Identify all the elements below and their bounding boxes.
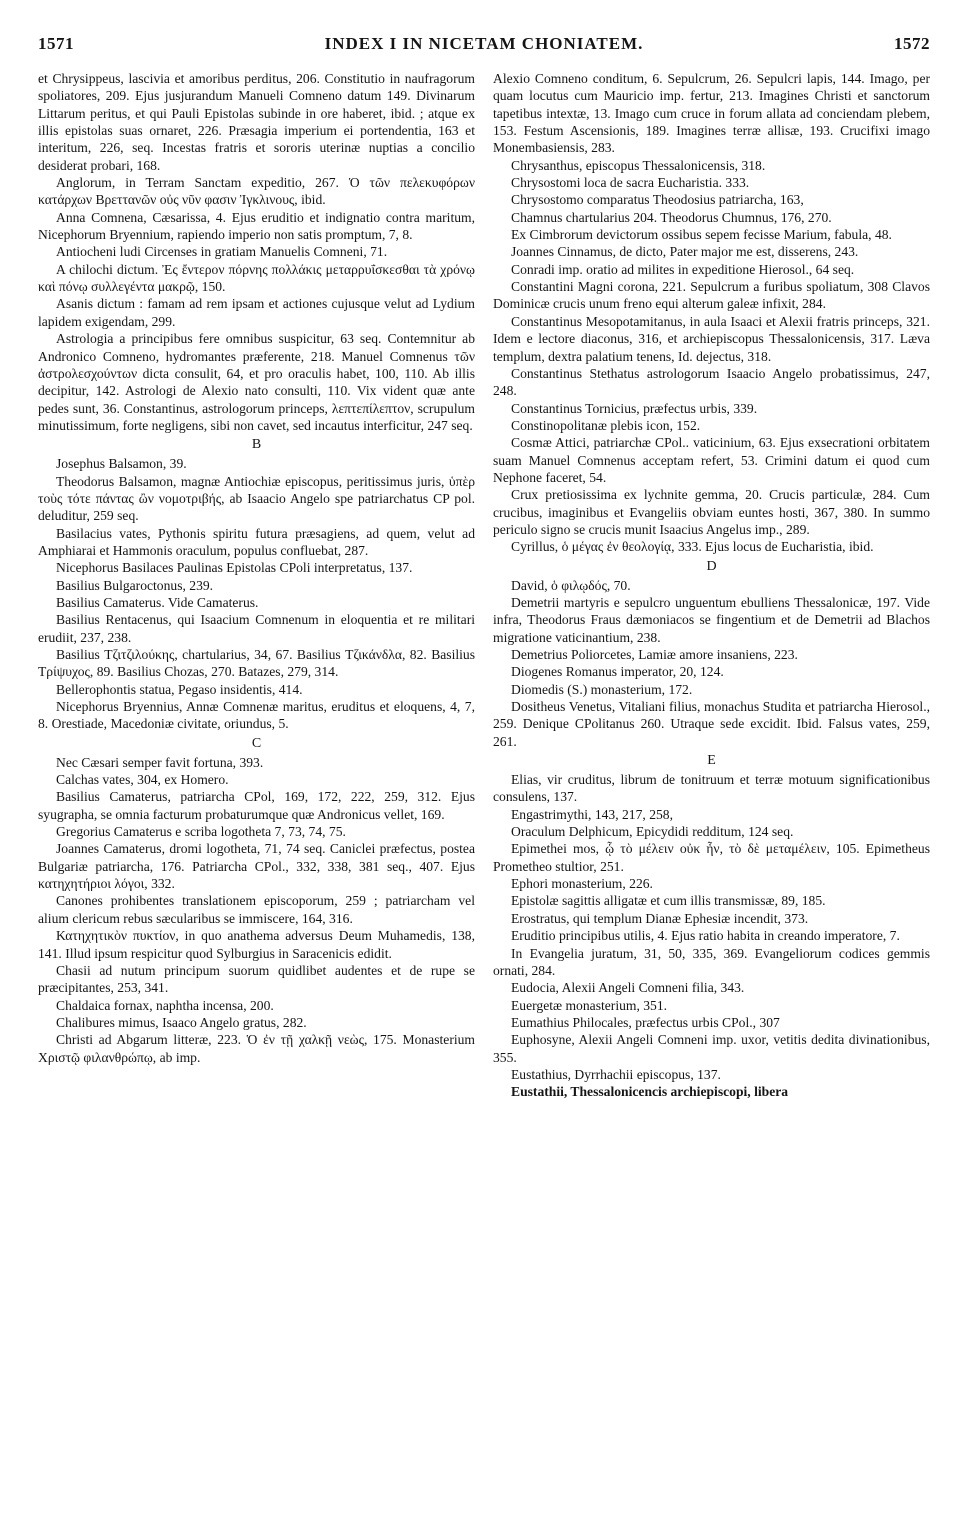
index-entry: Anna Comnena, Cæsarissa, 4. Ejus eruditio et indignatio contra maritum, Nicephorum Bryennium, rapiendo imperio non satis promptum, 7, 8. — [38, 209, 475, 243]
index-entry: Erostratus, qui templum Dianæ Ephesiæ incendit, 373. — [511, 910, 809, 926]
index-entry: Cosmæ Attici, patriarchæ CPol.. vaticinium, 63. Ejus exsecrationi orbitatem suam Manuel Comnenus acceptam refert, 53. Crimini datum ei quod cum Nephone faceret, 54. — [493, 435, 930, 485]
index-entry: Basilius Camaterus. Vide Camaterus. — [56, 594, 259, 610]
index-entry: Eudocia, Alexii Angeli Comneni filia, 343. — [511, 980, 745, 996]
index-entry: Antiocheni ludi Circenses in gratiam Manuelis Comneni, 71. — [56, 244, 388, 260]
index-entry: Eumathius Philocales, præfectus urbis CPol., 307 — [511, 1014, 780, 1030]
left-column — [38, 70, 475, 1101]
index-entry: Crux pretiosissima ex lychnite gemma, 20. Crucis particulæ, 284. Cum crucibus, imaginibus et Evangeliis obviam euntes hosti, 367, 380. In summo periculo signo se crucis munit Isaacius Angelus imp., 289. — [493, 487, 930, 537]
index-entry: Christi ad Abgarum litteræ, 223. Ὁ ἐν τῇ χαλκῇ νεὼς, 175. Monasterium Χριστῷ φιλανθρώπῳ, ab imp. — [38, 1032, 475, 1065]
index-entry: Constinopolitanæ plebis icon, 152. — [511, 417, 701, 433]
index-entry: Chaldaica fornax, naphtha incensa, 200. — [56, 997, 274, 1013]
index-entry: Anglorum, in Terram Sanctam expeditio, 267. Ὁ τῶν πελεκυφόρων κατάρχων Βρεττανῶν οὐς νῦν φασιν Ἰγκλινους, ibid. — [38, 175, 475, 208]
index-entry: Nicephorus Bryennius, Annæ Comnenæ maritus, eruditus et eloquens, 4, 7, 8. Orestiade, Macedoniæ civitate, oriundus, 5. — [38, 699, 475, 732]
index-entry: Constantinus Stethatus astrologorum Isaacio Angelo probatissimus, 247, 248. — [493, 365, 930, 399]
index-entry: Elias, vir cruditus, librum de tonitruum et terræ motuum significationibus consulens, 137. — [493, 772, 930, 805]
index-entry: Cyrillus, ὁ μέγας ἐν θεολογίᾳ, 333. Ejus locus de Eucharistia, ibid. — [511, 539, 874, 555]
index-entry: Euphosyne, Alexii Angeli Comneni imp. uxor, vetitis dedita divinationibus, 355. — [493, 1032, 930, 1065]
index-entry: Ephori monasterium, 226. — [511, 876, 653, 892]
index-entry: Chamnus chartularius 204. Theodorus Chumnus, 176, 270. — [511, 209, 832, 225]
index-entry: Constantinus Tornicius, præfectus urbis, 339. — [511, 400, 758, 416]
index-entry: Demetrii martyris e sepulcro unguentum ebulliens Thessalonicæ, 197. Vide infra, Theodorus Fraus dæmoniacos se fingentium et de Demetrii ad Blachos migratione vaticinantium, 238. — [493, 594, 930, 645]
section-letter: B — [251, 437, 262, 453]
index-entry: In Evangelia juratum, 31, 50, 335, 369. Evangeliorum codices gemmis ornati, 284. — [493, 945, 930, 978]
index-entry: Joannes Cinnamus, de dicto, Pater major me est, disserens, 243. — [511, 244, 859, 260]
index-entry: Basilius Camaterus, patriarcha CPol, 169, 172, 222, 259, 312. Ejus syugrapha, se omnia facturum probaturumque quæ Andronicus vellet, 169. — [38, 789, 475, 822]
index-entry: Engastrimythi, 143, 217, 258, — [511, 806, 673, 822]
index-entry: Chrysostomo comparatus Theodosius patriarcha, 163, — [511, 192, 804, 208]
index-entry: et Chrysippeus, lascivia et amoribus perditus, 206. Constitutio in naufragorum spoliatores, 209. Ejus jusjurandum Manueli Comneno datum 149. Divinarum Littarum peritus, et qui Pauli Epistolas subinde in ore haberet, ibid. ; atque ex illis epistolas suas ornaret, 226. Præsagia imperium ei portendentia, 163 et interitum, 226, seq. Incestas fratris et sororis uterinæ nuptias a concilio desiderat probari, 168. — [38, 71, 475, 173]
index-entry: A chilochi dictum. Ἐς ἔντερον πόρνης πολλάκις μεταρρυΐσκεσθαι τὰ χρόνῳ καὶ πόνῳ συλλεγέντα μακρῷ, 150. — [38, 261, 475, 295]
running-title: INDEX I IN NICETAM CHONIATEM. — [324, 34, 644, 53]
index-entry: Josephus Balsamon, 39. — [56, 456, 187, 472]
index-entry: Demetrius Poliorcetes, Lamiæ amore insaniens, 223. — [511, 647, 798, 662]
index-entry: Joannes Camaterus, dromi logotheta, 71, 74 seq. Caniclei præfectus, postea Bulgariæ patriarcha, 176. Patriarcha CPol., 332, 338, 381 seq., 407. Ejus κατηχητήριοι λόγοι, 332. — [38, 841, 475, 892]
right-column — [493, 70, 930, 1101]
index-entry: Diomedis (S.) monasterium, 172. — [511, 681, 693, 697]
index-entry: Epimethei mos, ᾧ τὸ μέλειν οὐκ ἦν, τὸ δὲ μεταμέλειν, 105. Epimetheus Prometheo stultior, 251. — [493, 841, 930, 874]
page-number-left: 1571 — [38, 34, 74, 53]
index-entry: Diogenes Romanus imperator, 20, 124. — [511, 664, 724, 680]
index-entry: Nicephorus Basilaces Paulinas Epistolas CPoli interpretatus, 137. — [56, 560, 413, 576]
index-entry: Theodorus Balsamon, magnæ Antiochiæ episcopus, peritissimus juris, ὑπὲρ τοὺς τότε πάντας ὢν νομοτριβής, ab Isaacio Angelo spe patriarchatus CP pol. deluditur, 259 seq. — [38, 473, 475, 524]
index-entry: David, ὁ φιλῳδός, 70. — [511, 577, 631, 593]
index-entry: Eruditio principibus utilis, 4. Ejus ratio habita in creando imperatore, 7. — [511, 928, 900, 944]
index-entry: Nec Cæsari semper favit fortuna, 393. — [56, 754, 264, 770]
index-entry: Bellerophontis statua, Pegaso insidentis, 414. — [56, 681, 303, 697]
index-entry: Epistolæ sagittis alligatæ et cum illis transmissæ, 89, 185. — [511, 893, 826, 909]
index-entry: Basilius Rentacenus, qui Isaacium Comnenum in eloquentia et re militari erudiit, 237, 238. — [38, 612, 475, 645]
index-entry: Astrologia a principibus fere omnibus suspicitur, 63 seq. Contemnitur ab Andronico Comneno, hydromantes præferente, 218. Manuel Comnenus τῶν ἀστρολεσχούντων dicta consulit, 64, et pro oraculis habet, 100, 110. Ab illis decipitur, 142. Astrologi de Alexio nato consulti, 110. Vix vident quæ ante pedes sunt, 36. Constantinus, astrologorum princeps, λεπτεπίλεπτον, scrupulum minutissimum, forte negligens, sibi non cavet, sed incautus interficitur, 247 seq. — [38, 331, 475, 433]
index-entry: Constantini Magni corona, 221. Sepulcrum a furibus spoliatum, 308 Clavos Dominicæ crucis unum freno equi alterum galeæ infixit, 284. — [493, 279, 930, 312]
index-entry: Gregorius Camaterus e scriba logotheta 7, 73, 74, 75. — [56, 824, 346, 840]
page-number-right: 1572 — [894, 34, 930, 53]
index-entry: Chrysostomi loca de sacra Eucharistia. 333. — [511, 175, 750, 191]
section-letter: C — [251, 735, 262, 751]
index-entry: Asanis dictum : famam ad rem ipsam et actiones cujusque velut ad Lydium lapidem exigendam, 299. — [38, 296, 475, 329]
section-letter: D — [706, 558, 717, 574]
running-header — [38, 34, 930, 60]
index-entry: Chalibures mimus, Isaaco Angelo gratus, 282. — [56, 1014, 307, 1030]
index-entry: Ex Cimbrorum devictorum ossibus sepem fecisse Marium, fabula, 48. — [511, 227, 892, 243]
index-entry: Eustathii, Thessalonicencis archiepiscopi, libera — [511, 1084, 789, 1100]
index-entry: Κατηχητικὸν πυκτίον, in quo anathema adversus Deum Muhamedis, 138, 141. Illud ipsum respicitur quod Sylburgius in Saracenicis edidit. — [38, 928, 475, 961]
index-entry: Basilius Bulgaroctonus, 239. — [56, 577, 214, 593]
index-entry: Conradi imp. oratio ad milites in expeditione Hierosol., 64 seq. — [511, 261, 855, 277]
index-entry: Alexio Comneno conditum, 6. Sepulcrum, 26. Sepulcri lapis, 144. Imago, per quam locutus cum Mauricio imp. fertur, 213. Imagines Christi et sanctorum tapetibus intextæ, 13. Imago cum cruce in forum allata ad conciendam plebem, 153. Festum Ascensionis, 189. Imagines terræ allisæ, 193. Crucifixi imago Monembasiensis, 283. — [493, 71, 930, 156]
section-letter: E — [707, 753, 716, 769]
index-entry: Basilius Τζιτζιλούκης, chartularius, 34, 67. Basilius Τζικάνδλα, 82. Basilius Τρίψυχος, 89. Basilius Chozas, 270. Batazes, 279, 314. — [38, 647, 475, 680]
index-entry: Basilacius vates, Pythonis spiritu futura præsagiens, ad quem, velut ad Amphiarai et Hammonis oraculum, populus confluebat, 287. — [38, 525, 475, 558]
two-column-body — [38, 70, 930, 1101]
index-entry: Euergetæ monasterium, 351. — [511, 997, 668, 1013]
index-entry: Chrysanthus, episcopus Thessalonicensis, 318. — [511, 157, 766, 173]
index-entry: Calchas vates, 304, ex Homero. — [56, 772, 229, 788]
index-entry: Canones prohibentes translationem episcoporum, 259 ; patriarcham vel alium clericum rebus sæcularibus se immiscere, 164, 316. — [38, 893, 475, 926]
index-entry: Eustathius, Dyrrhachii episcopus, 137. — [511, 1066, 721, 1082]
index-entry: Oraculum Delphicum, Epicydidi redditum, 124 seq. — [511, 824, 794, 840]
index-entry: Constantinus Mesopotamitanus, in aula Isaaci et Alexii fratris princeps, 321. Idem e lectore diaconus, 316, et archiepiscopus Thessalonicensis, 317. Læva templum, dextra palatium tenens, Id. dejectus, 318. — [493, 313, 930, 364]
index-entry: Chasii ad nutum principum suorum quidlibet audentes et de rupe se præcipitantes, 253, 341. — [38, 962, 475, 996]
index-entry: Dositheus Venetus, Vitaliani filius, monachus Studita et patriarcha Hierosol., 259. Denique CPolitanus 260. Utraque sede excidit. Ibid. Falsus vates, 259, 261. — [493, 699, 930, 749]
